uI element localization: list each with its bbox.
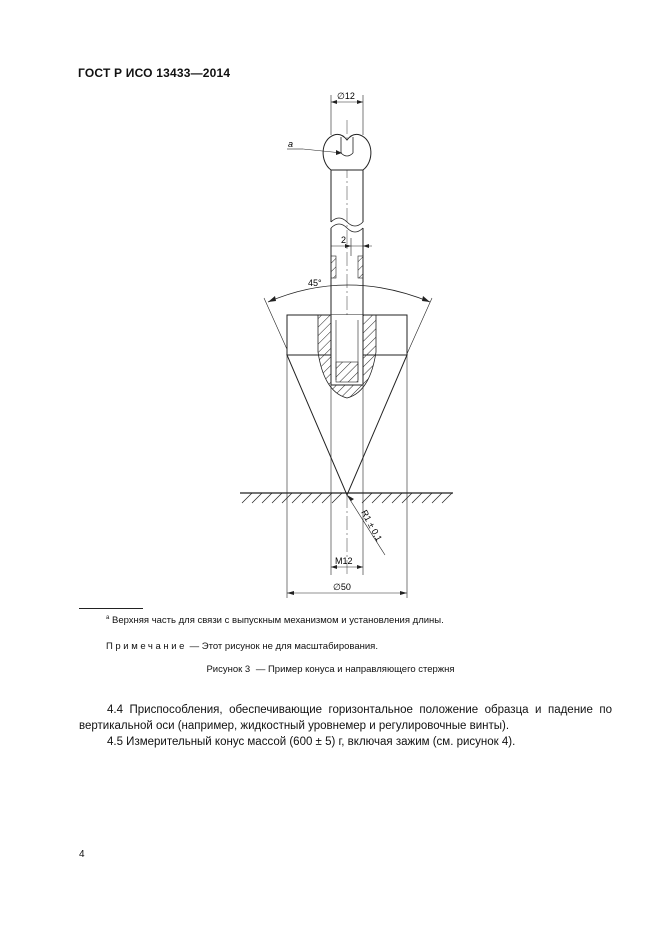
rod-head (323, 134, 371, 170)
caption-text: — Пример конуса и направляющего стержня (255, 664, 455, 675)
figure-caption (0, 664, 661, 675)
note-text: — Этот рисунок не для масштабирования. (187, 641, 378, 652)
dim-m12: M12 (335, 556, 353, 566)
dim-r1: R1 ± 0,1 (359, 508, 385, 543)
footnote (106, 615, 444, 626)
footnote-rule (79, 608, 143, 609)
dim-angle-45: 45° (308, 278, 322, 288)
page-number: 4 (79, 849, 85, 860)
angle-arc (268, 285, 430, 302)
figure-note (106, 641, 378, 652)
dim-dia12: ∅12 (337, 91, 355, 101)
label-a: a (288, 139, 294, 149)
note-label: Примечание (106, 641, 187, 652)
paragraph-4-5: 4.5 Измерительный конус массой (600 ± 5) г, включая зажим (см. рисунок 4). (107, 736, 516, 748)
dim-2: 2 (341, 235, 347, 245)
footnote-text: Верхняя часть для связи с выпускным механизмом и установления длины. (109, 615, 444, 627)
document-header: ГОСТ Р ИСО 13433—2014 (78, 66, 231, 80)
dim-dia50: ∅50 (333, 582, 351, 592)
footnote-marker: a (106, 615, 110, 621)
caption-label: Рисунок 3 (206, 664, 251, 675)
paragraph-4-4: 4.4 Приспособления, обеспечивающие горизонтальное положение образца и падение по вертикальной оси (например, жидкостный уровнемер и регулировочные винты). (79, 704, 612, 732)
